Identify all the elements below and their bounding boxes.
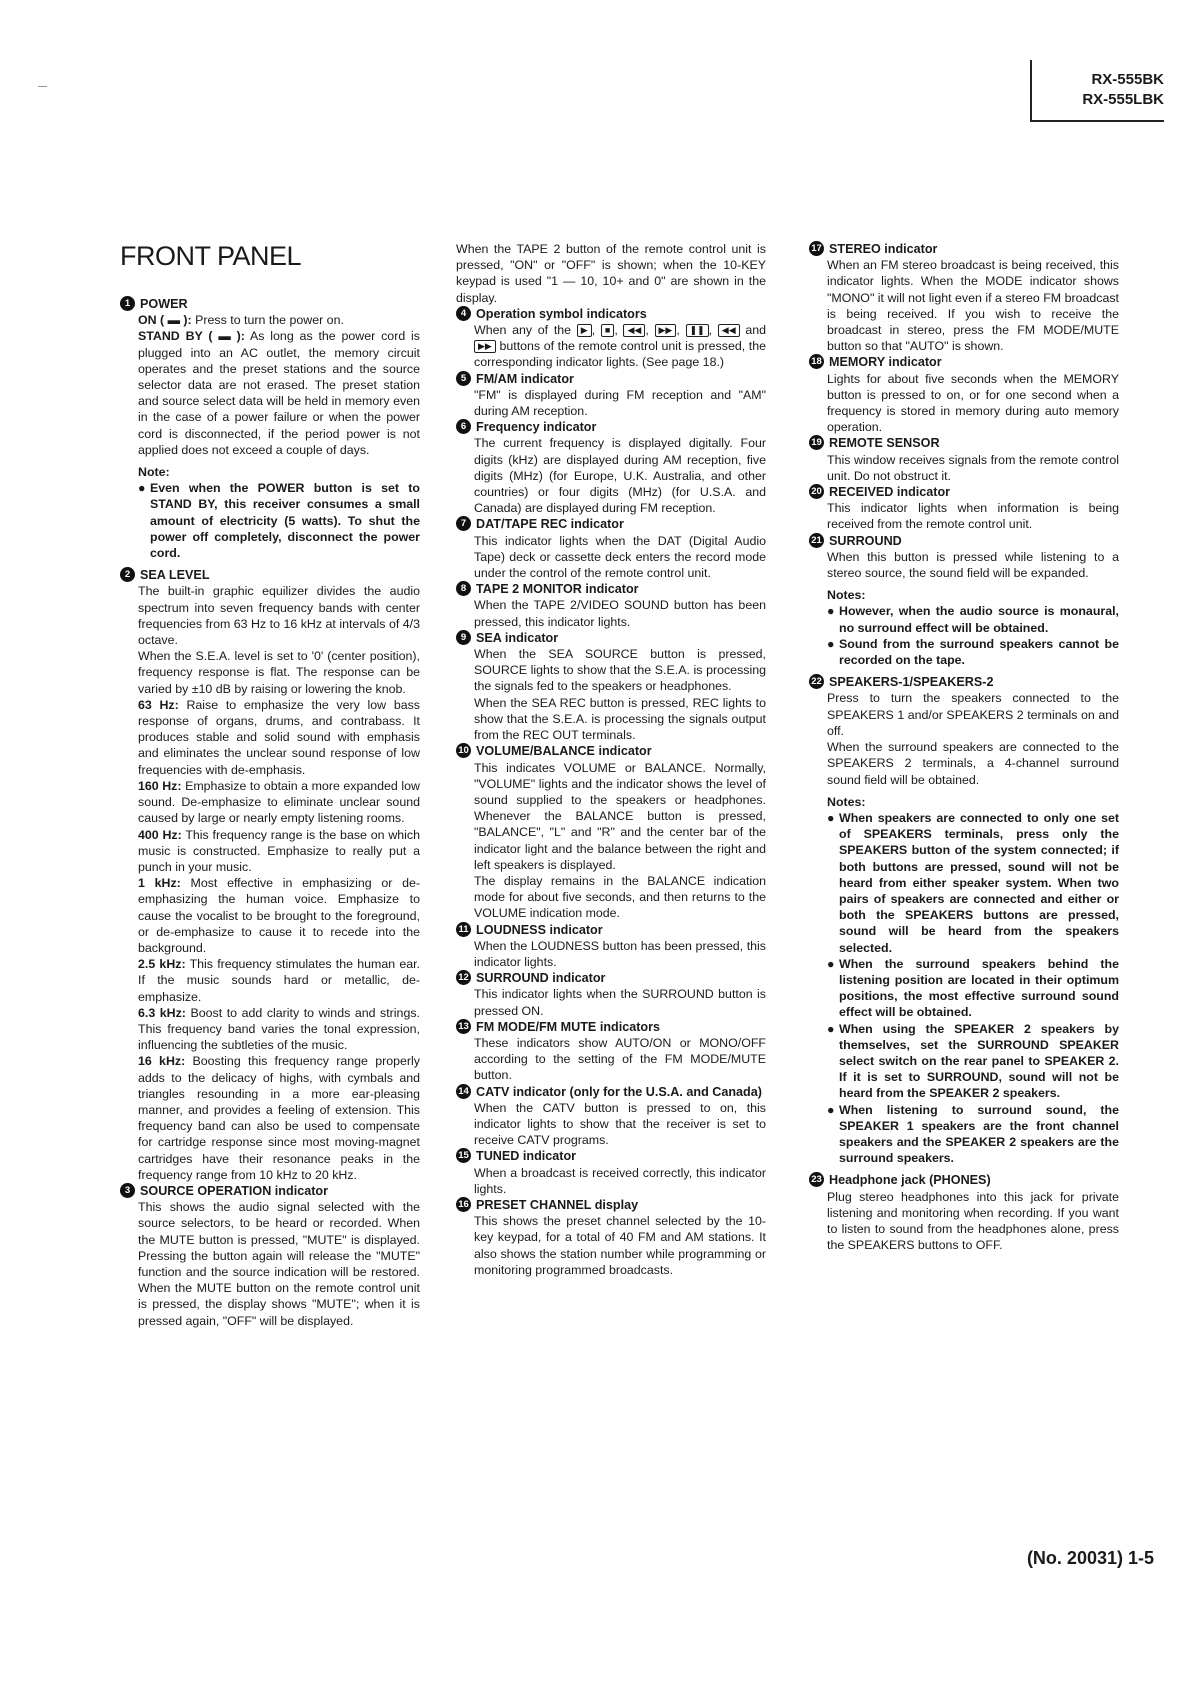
scan-mark — [38, 86, 47, 87]
paragraph: When the SEA SOURCE button is pressed, SOURCE lights to show that the S.E.A. is processing the signals fed to the speakers or headphones. — [474, 647, 766, 694]
paragraph: Lights for about five seconds when the MEMORY button is pressed to on, or for one second when a frequency is stored in memory during auto memory operation. — [827, 371, 1119, 435]
paragraph: Most effective in emphasizing or de-emphasizing the human voice. Emphasize to cause the vocalist to be brought to the foreground, or de-emphasize to cause it to recede into the background. — [138, 876, 420, 955]
section-memory — [809, 354, 1119, 435]
paragraph: The built-in graphic equilizer divides the audio spectrum into seven frequency bands with center frequencies from 63 Hz to 16 kHz at intervals of 4/3 octave. — [138, 584, 420, 648]
paragraph: This window receives signals from the remote control unit. Do not obstruct it. — [827, 452, 1119, 483]
item-number: 7 — [456, 516, 471, 531]
label: 6.3 kHz: — [138, 1005, 186, 1020]
section-heading: SEA LEVEL — [140, 568, 210, 583]
label: STAND BY ( ▬ ): — [138, 329, 245, 344]
paragraph: When the surround speakers are connected to the SPEAKERS 2 terminals, a 4-channel surround sound field will be obtained. — [827, 740, 1119, 787]
bullet-icon: ● — [827, 810, 835, 825]
column-1 — [120, 240, 420, 1329]
text: and — [745, 323, 767, 338]
section-remote-sensor — [809, 435, 1119, 484]
fast-forward-icon: ▶▶ — [474, 340, 496, 353]
section-received — [809, 484, 1119, 533]
paragraph: This indicator lights when information is being received from the remote control unit. — [827, 501, 1119, 532]
note-text: When speakers are connected to only one set of SPEAKERS terminals, press only the SPEAKERS button of the system connected; if both buttons are pressed, sound will not be heard from either speaker system. When two pairs of speakers are connected and either or both the SPEAKERS buttons are pressed, sound will be heard from the speakers selected. — [839, 810, 1119, 955]
paragraph: When the TAPE 2 button of the remote control unit is pressed, "ON" or "OFF" is shown; when the 10-KEY keypad is used "1 — 10, 10+ and 0" are shown in the display. — [456, 242, 766, 305]
item-number: 22 — [809, 674, 824, 689]
paragraph: When a broadcast is received correctly, this indicator lights. — [474, 1165, 766, 1196]
bullet-icon: ● — [138, 481, 146, 496]
label: 63 Hz: — [138, 697, 179, 712]
paragraph: Emphasize to obtain a more expanded low sound. De-emphasize to eliminate unclear sound caused by large or nearly empty listening rooms. — [138, 778, 420, 826]
item-number: 15 — [456, 1148, 471, 1163]
label: 16 kHz: — [138, 1054, 186, 1069]
item-number: 20 — [809, 484, 824, 499]
paragraph: This shows the preset channel selected by the 10-key keypad, for a total of 40 FM and AM stations. It also shows the station number while programming or monitoring programmed broadcasts. — [474, 1214, 766, 1277]
section-heading: Operation symbol indicators — [476, 306, 647, 321]
paragraph: Press to turn the speakers connected to the SPEAKERS 1 and/or SPEAKERS 2 terminals on and off. — [827, 691, 1119, 738]
label: ON ( ▬ ): — [138, 313, 192, 328]
section-heading: MEMORY indicator — [829, 355, 942, 370]
label: 2.5 kHz: — [138, 957, 186, 972]
paragraph: When the TAPE 2/VIDEO SOUND button has been pressed, this indicator lights. — [474, 598, 766, 629]
section-heading: TAPE 2 MONITOR indicator — [476, 582, 639, 597]
note-text: However, when the audio source is monaural, no surround effect will be obtained. — [839, 604, 1119, 635]
stop-icon: ■ — [601, 324, 614, 337]
model-number-2: RX-555LBK — [1082, 91, 1164, 108]
section-stereo — [809, 241, 1119, 354]
item-number: 6 — [456, 419, 471, 434]
section-heading: RECEIVED indicator — [829, 485, 951, 500]
section-heading: FM MODE/FM MUTE indicators — [476, 1019, 661, 1034]
section-heading: Headphone jack (PHONES) — [829, 1173, 991, 1188]
item-number: 4 — [456, 306, 471, 321]
item-number: 2 — [120, 567, 135, 582]
section-headphone-jack — [809, 1172, 1119, 1253]
column-3 — [809, 241, 1119, 1253]
section-heading: POWER — [140, 297, 188, 311]
skip-back-icon: ◀◀ — [623, 324, 645, 337]
bullet-icon: ● — [827, 1021, 835, 1036]
item-number: 10 — [456, 743, 471, 758]
note-text: Even when the POWER button is set to STAND BY, this receiver consumes a small amount of electricity (5 watts). To shut the power off completely, disconnect the power cord. — [150, 481, 420, 561]
item-number: 11 — [456, 922, 471, 937]
section-frequency — [456, 419, 766, 516]
section-heading: Frequency indicator — [476, 420, 597, 435]
section-heading: CATV indicator (only for the U.S.A. and Canada) — [476, 1084, 762, 1099]
paragraph: Press to turn the power on. — [195, 313, 344, 328]
item-number: 8 — [456, 581, 471, 596]
label: 160 Hz: — [138, 778, 182, 793]
section-heading: SURROUND indicator — [476, 971, 606, 986]
paragraph: This frequency range is the base on which music is constructed. Emphasize to really put a punch in your music. — [138, 827, 420, 874]
skip-forward-icon: ▶▶ — [655, 324, 677, 337]
pause-icon: ❚❚ — [686, 324, 709, 337]
section-sea-indicator — [456, 630, 766, 743]
paragraph: The display remains in the BALANCE indication mode for about five seconds, and then returns to the VOLUME indication mode. — [474, 873, 766, 921]
note-text: Sound from the surround speakers cannot be recorded on the tape. — [839, 636, 1119, 668]
item-number: 14 — [456, 1084, 471, 1099]
paragraph: "FM" is displayed during FM reception and "AM" during AM reception. — [474, 387, 766, 419]
section-surround-indicator — [456, 970, 766, 1019]
notes-heading: Notes: — [827, 794, 866, 809]
paragraph: Raise to emphasize the very low bass response of organs, drums, and contrabass. It produces stable and solid sound with emphasis and eliminates the unclear sound response of low frequencies with de-emphasis. — [138, 697, 420, 777]
paragraph: This frequency stimulates the human ear. If the music sounds hard or metallic, de-emphasize. — [138, 957, 420, 1004]
section-heading: SOURCE OPERATION indicator — [140, 1183, 328, 1198]
paragraph: When this button is pressed while listening to a stereo source, the sound field will be expanded. — [827, 549, 1119, 581]
bullet-icon: ● — [827, 604, 835, 619]
rewind-icon: ◀◀ — [718, 324, 740, 337]
paragraph: This indicator lights when the SURROUND button is pressed ON. — [474, 987, 766, 1018]
section-source-operation — [120, 1183, 420, 1329]
section-surround — [809, 533, 1119, 669]
section-dat-tape-rec — [456, 516, 766, 581]
item-number: 9 — [456, 630, 471, 645]
note-text: When listening to surround sound, the SPEAKER 1 speakers are the front channel speakers and the SPEAKER 2 speakers are the surround speakers. — [839, 1102, 1119, 1166]
section-fm-mode — [456, 1019, 766, 1084]
paragraph: When the CATV button is pressed to on, this indicator lights to show that the receiver is set to receive CATV programs. — [474, 1100, 766, 1148]
page-title: FRONT PANEL — [120, 241, 302, 271]
paragraph: When the LOUDNESS button has been pressed, this indicator lights. — [474, 938, 766, 969]
label: 400 Hz: — [138, 827, 182, 842]
note-text: When using the SPEAKER 2 speakers by themselves, set the SURROUND SPEAKER select switch on the rear panel to SPEAKER 2. If it is set to SURROUND, sound will not be heard from the SPEAKER 2 speakers. — [839, 1021, 1119, 1101]
text: When any of the — [474, 323, 572, 338]
section-heading: TUNED indicator — [476, 1149, 577, 1164]
paragraph: As long as the power cord is plugged into an AC outlet, the memory circuit operates and the preset stations and the source selector data are not erased. The preset station and source select data will be held in memory even in the case of a power failure or when the power cord is disconnected, if the period power is not applied does not exceed a couple of days. — [138, 329, 420, 457]
section-operation-symbols: 4 Operation symbol indicators When any of the ▶ , ■ , ◀◀ , ▶▶ , ❚❚ , ◀◀ and ▶▶ buttons of the remote control unit is pressed, the corresponding indicator lights. (See page 18.) — [456, 306, 766, 371]
paragraph: Plug stereo headphones into this jack for private listening and monitoring when recording. If you want to listen to sound from the headphones alone, press the SPEAKERS buttons to OFF. — [827, 1189, 1119, 1253]
bullet-icon: ● — [827, 956, 835, 971]
section-heading: SURROUND — [829, 533, 902, 548]
paragraph: Boosting this frequency range properly adds to the delicacy of highs, with cymbals and triangles resounding in a more ear-pleasing manner, and provides a feeling of extension. This frequency band can also be used to compensate for cartridge response since most moving-magnet cartridges have their resonance peaks in the frequency range from 10 kHz to 20 kHz. — [138, 1054, 420, 1182]
paragraph: These indicators show AUTO/ON or MONO/OFF according to the setting of the FM MODE/MUTE button. — [474, 1035, 766, 1083]
section-heading: STEREO indicator — [829, 242, 938, 256]
item-number: 16 — [456, 1197, 471, 1212]
section-heading: FM/AM indicator — [476, 371, 574, 386]
item-number: 5 — [456, 371, 471, 386]
label: 1 kHz: — [138, 876, 181, 891]
play-icon: ▶ — [577, 324, 592, 337]
section-heading: SPEAKERS-1/SPEAKERS-2 — [829, 675, 994, 690]
bullet-icon: ● — [827, 636, 835, 651]
section-power — [120, 296, 420, 561]
section-tape2-monitor — [456, 581, 766, 630]
section-heading: REMOTE SENSOR — [829, 436, 940, 451]
item-number: 12 — [456, 970, 471, 985]
section-volume-balance — [456, 743, 766, 921]
item-number: 13 — [456, 1019, 471, 1034]
item-number: 1 — [120, 296, 135, 311]
section-heading: DAT/TAPE REC indicator — [476, 517, 624, 532]
paragraph: This shows the audio signal selected with the source selectors, to be heard or recorded. When the MUTE button is pressed, "MUTE" is displayed. Pressing the button again will release the "MUTE" function and the source indication will be restored. When the MUTE button on the remote control unit is pressed, the display shows "MUTE"; when it is pressed again, "OFF" will be displayed. — [138, 1200, 420, 1328]
notes-heading: Notes: — [827, 588, 866, 603]
item-number: 19 — [809, 435, 824, 450]
item-number: 21 — [809, 533, 824, 548]
note-text: When the surround speakers behind the listening position are located in their optimum positions, the most effective surround sound effect will be obtained. — [839, 956, 1119, 1020]
paragraph: When an FM stereo broadcast is being received, this indicator lights. When the MODE indicator shows "MONO" it will not light even if a stereo FM broadcast is being received. If you wish to receive the broadcast in stereo, press the FM MODE/MUTE button so that "AUTO" is shown. — [827, 258, 1119, 354]
paragraph: This indicates VOLUME or BALANCE. Normally, "VOLUME" lights and the indicator shows the level of sound supplied to the speakers or headphones. Whenever the BALANCE button is pressed, "BALANCE", "L" and "R" and the center bar of the indicator light and the balance between the right and left speakers is displayed. — [474, 760, 766, 872]
section-tuned — [456, 1148, 766, 1197]
section-heading: LOUDNESS indicator — [476, 922, 603, 937]
paragraph: Boost to add clarity to winds and strings. This frequency band varies the tonal expression, influencing the subtleties of the music. — [138, 1005, 420, 1053]
item-number: 23 — [809, 1172, 824, 1187]
page-number: (No. 20031) 1-5 — [1026, 1548, 1154, 1568]
paragraph: When the SEA REC button is pressed, REC lights to show that the S.E.A. is processing the signals output from the REC OUT terminals. — [474, 695, 766, 743]
section-sea-level — [120, 567, 420, 1183]
item-number: 3 — [120, 1183, 135, 1198]
section-catv — [456, 1084, 766, 1149]
section-fm-am — [456, 371, 766, 420]
text: buttons of the remote control unit is pressed, the corresponding indicator lights. (See page 18.) — [474, 339, 767, 370]
section-preset-channel — [456, 1197, 766, 1278]
model-number-1: RX-555BK — [1091, 71, 1164, 88]
item-number: 18 — [809, 354, 824, 369]
section-speakers — [809, 674, 1119, 1166]
paragraph: The current frequency is displayed digitally. Four digits (kHz) are displayed during AM reception, five digits (MHz) (for Europe, U.K. Australia, and other countries) or four digits (MHz) (for U.S.A. and Canada) are displayed during FM reception. — [474, 436, 766, 516]
note-heading: Note: — [138, 465, 170, 480]
paragraph: This indicator lights when the DAT (Digital Audio Tape) deck or cassette deck enters the record mode under the control of the remote control unit. — [474, 533, 766, 581]
section-loudness — [456, 922, 766, 971]
column-2 — [456, 241, 766, 1278]
section-heading: SEA indicator — [476, 630, 559, 645]
paragraph: When the S.E.A. level is set to '0' (center position), frequency response is flat. The response can be varied by ±10 dB by raising or lowering the knob. — [138, 649, 420, 696]
section-heading: PRESET CHANNEL display — [476, 1197, 639, 1212]
item-number: 17 — [809, 241, 824, 256]
model-box — [1030, 60, 1164, 122]
section-heading: VOLUME/BALANCE indicator — [476, 744, 652, 759]
bullet-icon: ● — [827, 1102, 835, 1117]
